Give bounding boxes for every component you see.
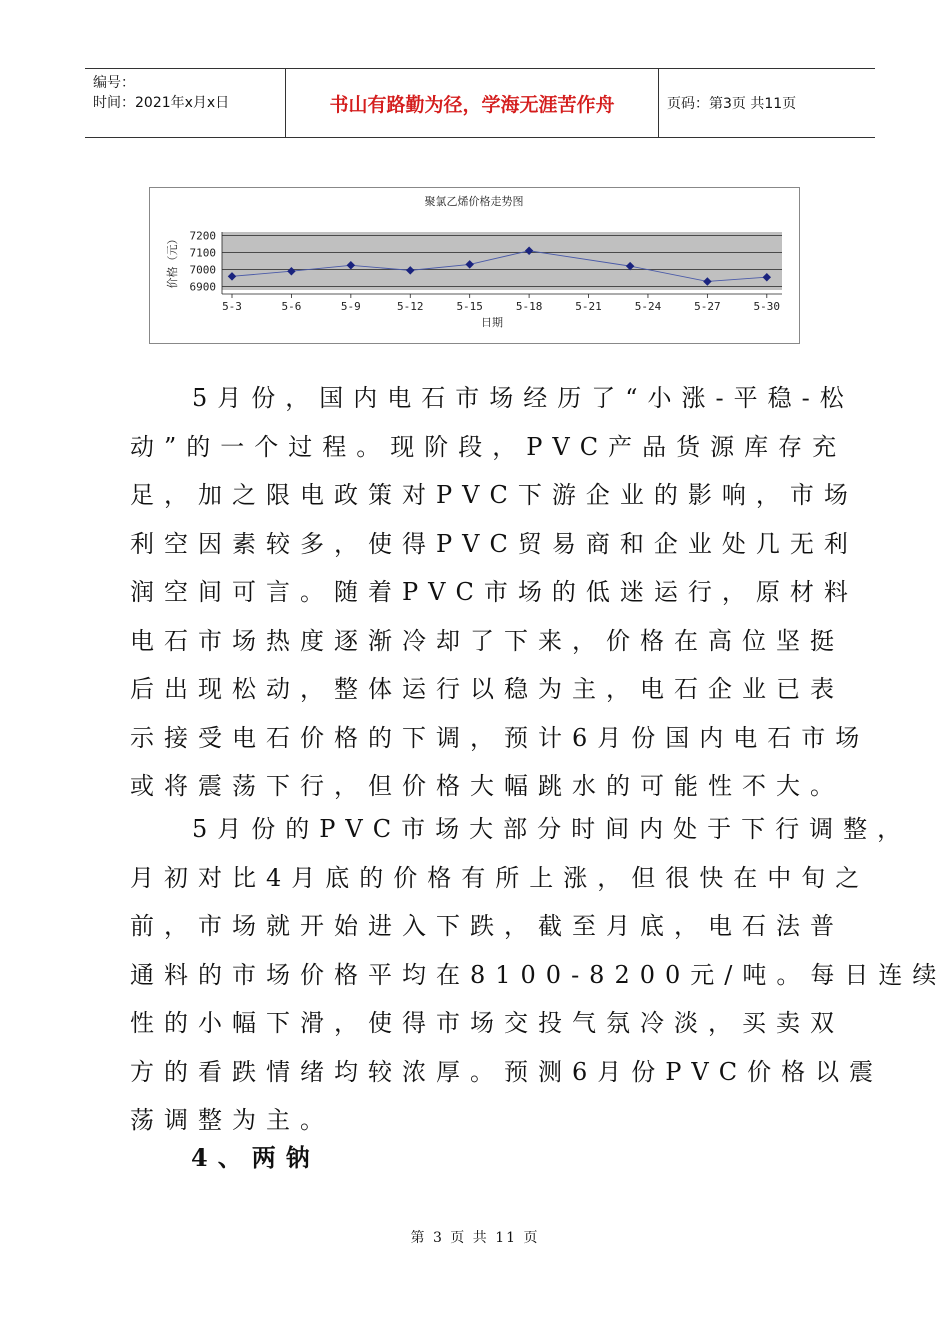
x-tick-label: 5-9 [340, 300, 361, 313]
paragraph-line: 方的看跌情绪均较浓厚。预测6月份PVC价格以震 [130, 1057, 884, 1086]
header-meta [85, 69, 285, 137]
page-footer: 第 3 页 共 11 页 [410, 1230, 540, 1246]
paragraph-line: 或将震荡下行，但价格大幅跳水的可能性不大。 [130, 772, 844, 800]
paragraph-line: 示接受电石价格的下调，预计6月份国内电石市场 [130, 723, 870, 752]
y-axis-label: 价格（元） [166, 233, 179, 289]
x-tick-label: 5-18 [515, 300, 543, 313]
x-tick-label: 5-3 [222, 300, 242, 313]
y-tick-label: 6900 [189, 280, 216, 294]
x-tick-label: 5-21 [575, 300, 602, 313]
paragraph-line: 5月份，国内电石市场经历了“小涨-平稳-松 [192, 384, 854, 412]
x-tick-label: 5-12 [397, 300, 424, 313]
paragraph-line: 润空间可言。随着PVC市场的低迷运行，原材料 [130, 578, 858, 606]
x-tick-label: 5-24 [634, 300, 662, 313]
paragraph-line: 通料的市场价格平均在8100-8200元/吨。每日连续 [130, 960, 947, 989]
paragraph-line: 性的小幅下滑，使得市场交投气氛冷淡，买卖双 [130, 1009, 844, 1037]
paragraph-line: 5月份的PVC市场大部分时间内处于下行调整， [192, 815, 912, 843]
time-label: 时间：2021年x月x日 [93, 95, 230, 111]
x-tick-label: 5-30 [753, 300, 781, 313]
price-trend-chart [149, 187, 800, 344]
header-page-info: 页码：第3页 共11页 [667, 96, 797, 112]
x-axis-label: 日期 [481, 316, 503, 329]
x-tick-label: 5-27 [694, 300, 721, 313]
y-tick-label: 7100 [189, 246, 216, 260]
paragraph-1 [130, 374, 870, 811]
paragraph-line: 电石市场热度逐渐冷却了下来，价格在高位坚挺 [130, 626, 844, 655]
y-tick-label: 7000 [189, 263, 216, 277]
paragraph-line: 月初对比4月底的价格有所上涨，但很快在中旬之 [130, 863, 870, 892]
paragraph-line: 动”的一个过程。现阶段，PVC产品货源库存充 [130, 432, 847, 461]
chart-title: 聚氯乙烯价格走势图 [424, 195, 524, 208]
paragraph-2 [130, 805, 947, 1145]
plot-area [222, 232, 782, 290]
header-motto: 书山有路勤为径，学海无涯苦作舟 [329, 93, 615, 116]
x-tick-label: 5-6 [281, 300, 302, 313]
paragraph-line: 荡调整为主。 [130, 1106, 334, 1134]
number-label: 编号： [93, 75, 135, 91]
paragraph-line: 利空因素较多，使得PVC贸易商和企业处几无利 [130, 529, 858, 558]
page-header [85, 68, 875, 138]
y-tick-label: 7200 [189, 229, 216, 243]
chart-canvas [150, 188, 799, 343]
header-divider [658, 69, 659, 137]
x-tick-label: 5-15 [456, 300, 483, 313]
paragraph-line: 后出现松动，整体运行以稳为主，电石企业已表 [130, 675, 844, 703]
section-heading: 4、两钠 [191, 1143, 320, 1172]
paragraph-line: 足，加之限电政策对PVC下游企业的影响，市场 [130, 481, 858, 509]
paragraph-line: 前，市场就开始进入下跌，截至月底，电石法普 [130, 912, 844, 940]
